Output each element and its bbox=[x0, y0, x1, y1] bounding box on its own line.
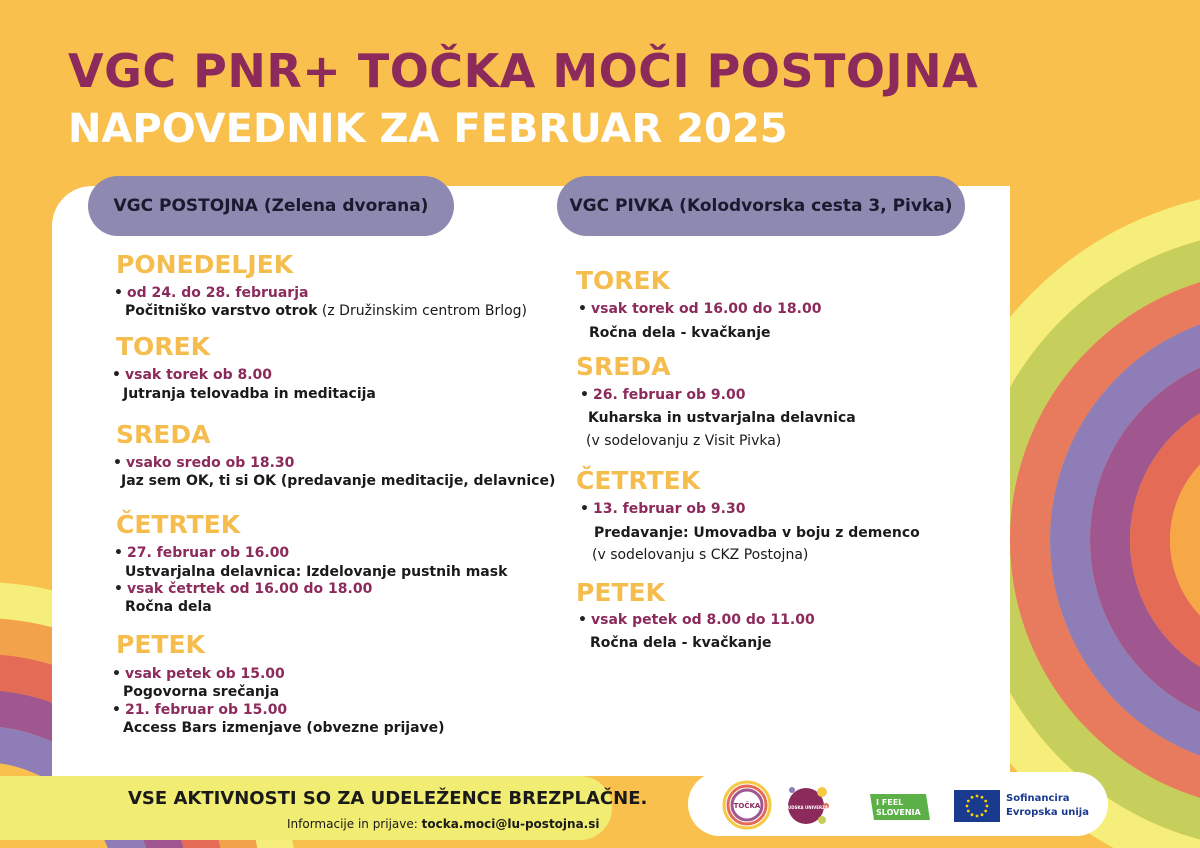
event-title: Ročna dela - kvačkanje bbox=[589, 325, 771, 341]
page-subtitle: NAPOVEDNIK ZA FEBRUAR 2025 bbox=[68, 106, 788, 152]
event-partner-note: (z Družinskim centrom Brlog) bbox=[317, 303, 528, 319]
event-time: • 26. februar ob 9.00 bbox=[593, 387, 745, 403]
day-heading-torek: TOREK bbox=[116, 332, 211, 361]
event-time: • 13. februar ob 9.30 bbox=[593, 501, 745, 517]
event-partner-note: (v sodelovanju z Visit Pivka) bbox=[586, 433, 782, 449]
event-title: Jaz sem OK, ti si OK (predavanje meditacije, delavnice) bbox=[121, 473, 556, 489]
event-title: Pogovorna srečanja bbox=[123, 684, 280, 700]
eu-flag-icon bbox=[954, 790, 1000, 822]
day-heading-sreda: SREDA bbox=[576, 352, 671, 381]
free-notice: VSE AKTIVNOSTI SO ZA UDELEŽENCE BREZPLAČNE. bbox=[128, 788, 648, 809]
ljudska-univerza-logo bbox=[782, 780, 832, 830]
event-time: • vsak petek od 8.00 do 11.00 bbox=[591, 612, 815, 628]
event-time: • 27. februar ob 16.00 bbox=[127, 545, 289, 561]
event-title: Access Bars izmenjave (obvezne prijave) bbox=[123, 720, 445, 736]
event-time: • vsako sredo ob 18.30 bbox=[126, 455, 294, 471]
eu-cofunding-label bbox=[1006, 792, 1089, 820]
page-title: VGC PNR+ TOČKA MOČI POSTOJNA bbox=[68, 44, 979, 98]
eu-line1: Sofinancira bbox=[1006, 793, 1070, 804]
event-time: • vsak četrtek od 16.00 do 18.00 bbox=[127, 581, 372, 597]
location-pill-postojna: VGC POSTOJNA (Zelena dvorana) bbox=[88, 176, 454, 236]
location-pill-pivka: VGC PIVKA (Kolodvorska cesta 3, Pivka) bbox=[557, 176, 965, 236]
contact-email-link[interactable]: tocka.moci@lu-postojna.si bbox=[421, 817, 600, 831]
event-title: Predavanje: Umovadba v boju z demenco bbox=[594, 525, 920, 541]
tocka-moci-logo bbox=[722, 780, 772, 830]
i-feel-slovenia-logo bbox=[868, 790, 932, 824]
day-heading-sreda: SREDA bbox=[116, 420, 211, 449]
contact-info bbox=[287, 817, 600, 831]
event-title bbox=[125, 303, 527, 319]
contact-label: Informacije in prijave: bbox=[287, 817, 418, 831]
event-title: Kuharska in ustvarjalna delavnica bbox=[588, 410, 856, 426]
day-heading-petek: PETEK bbox=[576, 578, 665, 607]
day-heading-cetrtek: ČETRTEK bbox=[116, 510, 241, 539]
event-time: • od 24. do 28. februarja bbox=[127, 285, 308, 301]
event-time: • vsak petek ob 15.00 bbox=[125, 666, 285, 682]
feel-logo-line1: I FEEL bbox=[876, 798, 904, 807]
tocka-logo-text: TOČKA bbox=[733, 802, 761, 810]
event-title: Jutranja telovadba in meditacija bbox=[123, 386, 376, 402]
event-title: Ustvarjalna delavnica: Izdelovanje pustnih mask bbox=[125, 564, 508, 580]
event-partner-note: (v sodelovanju s CKZ Postojna) bbox=[592, 547, 809, 563]
event-title: Ročna dela bbox=[125, 599, 212, 615]
day-heading-torek: TOREK bbox=[576, 266, 671, 295]
lu-logo-text: LJUDSKA UNIVERZA bbox=[783, 805, 829, 810]
event-time: • vsak torek ob 8.00 bbox=[125, 367, 272, 383]
day-heading-cetrtek: ČETRTEK bbox=[576, 466, 701, 495]
event-title: Ročna dela - kvačkanje bbox=[590, 635, 772, 651]
feel-logo-line2: SLOVENIA bbox=[876, 808, 921, 817]
eu-line2: Evropska unija bbox=[1006, 807, 1089, 818]
event-time: • 21. februar ob 15.00 bbox=[125, 702, 287, 718]
event-title-text: Počitniško varstvo otrok bbox=[125, 303, 318, 319]
day-heading-ponedeljek: PONEDELJEK bbox=[116, 250, 294, 279]
day-heading-petek: PETEK bbox=[116, 630, 205, 659]
event-time: • vsak torek od 16.00 do 18.00 bbox=[591, 301, 821, 317]
